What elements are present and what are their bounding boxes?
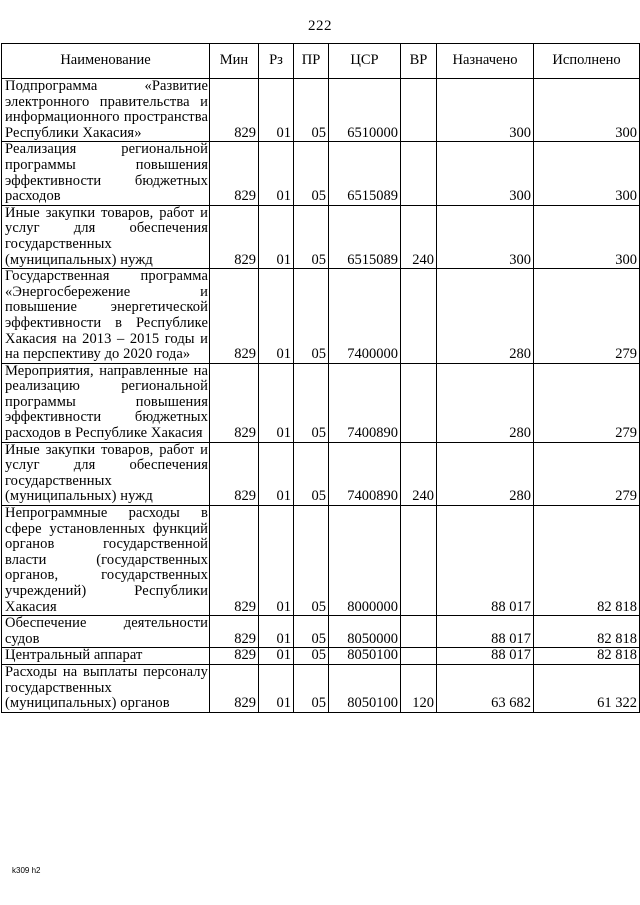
row-pr: 05 (294, 269, 329, 364)
row-assigned: 280 (437, 363, 534, 442)
row-csr: 8050100 (329, 648, 401, 665)
row-name: Центральный аппарат (2, 648, 210, 665)
row-executed: 279 (534, 442, 640, 505)
row-assigned: 88 017 (437, 616, 534, 648)
row-name: Иные закупки товаров, работ и услуг для обеспечения государственных (муниципальных) нужд (2, 205, 210, 268)
page-number: 222 (308, 18, 332, 34)
row-min: 829 (210, 616, 259, 648)
row-vr (401, 142, 437, 205)
row-executed: 82 818 (534, 648, 640, 665)
row-min: 829 (210, 269, 259, 364)
table-row (2, 79, 640, 142)
row-min: 829 (210, 664, 259, 712)
header-row (2, 44, 640, 79)
budget-table (1, 43, 640, 713)
row-min: 829 (210, 142, 259, 205)
table-row (2, 363, 640, 442)
row-rz: 01 (259, 363, 294, 442)
header-csr: ЦСР (329, 44, 401, 79)
row-vr (401, 648, 437, 665)
row-vr: 120 (401, 664, 437, 712)
header-min: Мин (210, 44, 259, 79)
row-assigned: 88 017 (437, 506, 534, 616)
row-csr: 8050100 (329, 664, 401, 712)
row-name: Расходы на выплаты персоналу государственных (муниципальных) органов (2, 664, 210, 712)
row-executed: 300 (534, 79, 640, 142)
row-min: 829 (210, 442, 259, 505)
table-row (2, 442, 640, 505)
row-pr: 05 (294, 205, 329, 268)
row-pr: 05 (294, 442, 329, 505)
row-name: Государственная программа «Энергосбережение и повышение энергетической эффективности в Республике Хакасия на 2013 – 2015 годы и на перспективу до 2020 года» (2, 269, 210, 364)
row-assigned: 300 (437, 205, 534, 268)
row-rz: 01 (259, 648, 294, 665)
row-pr: 05 (294, 142, 329, 205)
row-assigned: 63 682 (437, 664, 534, 712)
row-pr: 05 (294, 506, 329, 616)
table-row (2, 142, 640, 205)
row-csr: 7400890 (329, 442, 401, 505)
row-csr: 8050000 (329, 616, 401, 648)
row-vr (401, 79, 437, 142)
row-executed: 300 (534, 205, 640, 268)
table-row (2, 648, 640, 665)
row-rz: 01 (259, 664, 294, 712)
row-min: 829 (210, 648, 259, 665)
row-name: Непрограммные расходы в сфере установленных функций органов государственной власти (государственных органов, государственных учреждений) Республики Хакасия (2, 506, 210, 616)
row-vr (401, 363, 437, 442)
row-rz: 01 (259, 616, 294, 648)
row-rz: 01 (259, 205, 294, 268)
row-pr: 05 (294, 616, 329, 648)
row-name: Реализация региональной программы повышения эффективности бюджетных расходов (2, 142, 210, 205)
row-assigned: 280 (437, 269, 534, 364)
row-min: 829 (210, 363, 259, 442)
row-rz: 01 (259, 506, 294, 616)
row-name: Подпрограмма «Развитие электронного правительства и информационного пространства Республики Хакасия» (2, 79, 210, 142)
row-pr: 05 (294, 648, 329, 665)
row-rz: 01 (259, 142, 294, 205)
row-pr: 05 (294, 79, 329, 142)
table-row (2, 616, 640, 648)
row-csr: 6515089 (329, 142, 401, 205)
row-vr (401, 506, 437, 616)
header-rz: Рз (259, 44, 294, 79)
row-csr: 7400890 (329, 363, 401, 442)
row-executed: 82 818 (534, 616, 640, 648)
row-executed: 82 818 (534, 506, 640, 616)
row-name: Иные закупки товаров, работ и услуг для обеспечения государственных (муниципальных) нужд (2, 442, 210, 505)
row-assigned: 300 (437, 142, 534, 205)
header-name: Наименование (2, 44, 210, 79)
row-executed: 279 (534, 269, 640, 364)
row-assigned: 280 (437, 442, 534, 505)
row-executed: 300 (534, 142, 640, 205)
footer-code: k309 h2 (12, 866, 41, 875)
table-row (2, 664, 640, 712)
row-rz: 01 (259, 269, 294, 364)
header-executed: Исполнено (534, 44, 640, 79)
row-csr: 7400000 (329, 269, 401, 364)
row-min: 829 (210, 79, 259, 142)
row-executed: 279 (534, 363, 640, 442)
table-row (2, 506, 640, 616)
row-min: 829 (210, 205, 259, 268)
row-rz: 01 (259, 442, 294, 505)
row-assigned: 300 (437, 79, 534, 142)
row-csr: 6510000 (329, 79, 401, 142)
row-vr: 240 (401, 205, 437, 268)
table-row (2, 269, 640, 364)
header-assigned: Назначено (437, 44, 534, 79)
row-assigned: 88 017 (437, 648, 534, 665)
row-pr: 05 (294, 363, 329, 442)
row-name: Мероприятия, направленные на реализацию региональной программы повышения эффективности бюджетных расходов в Республике Хакасия (2, 363, 210, 442)
row-name: Обеспечение деятельности судов (2, 616, 210, 648)
row-executed: 61 322 (534, 664, 640, 712)
row-csr: 6515089 (329, 205, 401, 268)
header-vr: ВР (401, 44, 437, 79)
row-min: 829 (210, 506, 259, 616)
row-vr (401, 269, 437, 364)
row-vr: 240 (401, 442, 437, 505)
table-row (2, 205, 640, 268)
row-vr (401, 616, 437, 648)
header-pr: ПР (294, 44, 329, 79)
row-csr: 8000000 (329, 506, 401, 616)
row-rz: 01 (259, 79, 294, 142)
row-pr: 05 (294, 664, 329, 712)
